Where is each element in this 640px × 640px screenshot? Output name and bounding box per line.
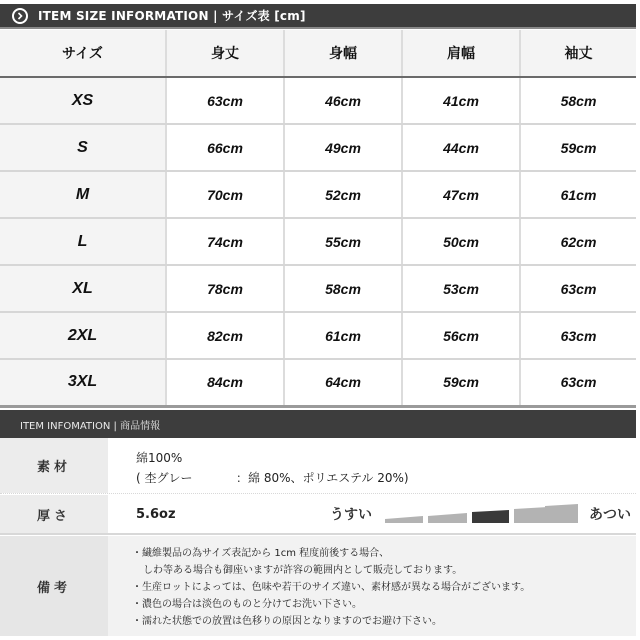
shoulder-value: 44cm xyxy=(402,124,520,171)
shoulder-value: 59cm xyxy=(402,359,520,406)
width-value: 49cm xyxy=(284,124,402,171)
note-line: ・繊維製品の為サイズ表記から 1cm 程度前後する場合、 xyxy=(132,548,390,559)
length-value: 74cm xyxy=(166,218,284,265)
width-value: 52cm xyxy=(284,171,402,218)
note-line: ・生産ロットによっては、色味や若干のサイズ違い、素材感が異なる場合がございます。 xyxy=(132,582,531,593)
sleeve-value: 63cm xyxy=(520,359,636,406)
table-row xyxy=(0,265,636,312)
length-value: 84cm xyxy=(166,359,284,406)
header-width: 身幅 xyxy=(284,30,402,77)
size-label: S xyxy=(0,124,166,171)
sleeve-value: 58cm xyxy=(520,77,636,124)
shoulder-value: 53cm xyxy=(402,265,520,312)
note-line: しわ等ある場合も御座いますが許容の範囲内として販売しております。 xyxy=(143,565,463,576)
shoulder-value: 50cm xyxy=(402,218,520,265)
sleeve-value: 63cm xyxy=(520,312,636,359)
sleeve-value: 62cm xyxy=(520,218,636,265)
table-row xyxy=(0,218,636,265)
shoulder-value: 56cm xyxy=(402,312,520,359)
thickness-bar-5 xyxy=(545,504,578,523)
thin-label: うすい xyxy=(330,507,372,523)
table-row xyxy=(0,124,636,171)
sleeve-value: 59cm xyxy=(520,124,636,171)
length-value: 66cm xyxy=(166,124,284,171)
thickness-value: 5.6oz xyxy=(136,506,176,522)
thickness-bar-2 xyxy=(428,513,467,523)
length-value: 82cm xyxy=(166,312,284,359)
table-row xyxy=(0,77,636,124)
table-row xyxy=(0,359,636,406)
length-value: 63cm xyxy=(166,77,284,124)
table-row xyxy=(0,312,636,359)
note-line: ・濃色の場合は淡色のものと分けてお洗い下さい。 xyxy=(132,599,362,610)
header-shoulder: 肩幅 xyxy=(402,30,520,77)
material-line-2 xyxy=(136,468,636,488)
chevron-right-circle-icon xyxy=(12,8,28,24)
size-table-header-row xyxy=(0,30,636,77)
size-label: L xyxy=(0,218,166,265)
header-sleeve: 袖丈 xyxy=(520,30,636,77)
item-info-title: ITEM INFOMATION | 商品情報 xyxy=(20,420,161,432)
length-value: 78cm xyxy=(166,265,284,312)
size-label: XS xyxy=(0,77,166,124)
table-row xyxy=(0,171,636,218)
thickness-bar-4 xyxy=(514,507,548,523)
width-value: 61cm xyxy=(284,312,402,359)
sleeve-value: 61cm xyxy=(520,171,636,218)
header-length: 身丈 xyxy=(166,30,284,77)
item-info-header xyxy=(0,410,636,438)
size-label: 3XL xyxy=(0,359,166,406)
width-value: 46cm xyxy=(284,77,402,124)
sleeve-value: 63cm xyxy=(520,265,636,312)
shoulder-value: 47cm xyxy=(402,171,520,218)
header-size: サイズ xyxy=(0,30,166,77)
material-color-name: ( 杢グレー xyxy=(136,471,193,485)
thickness-row xyxy=(0,495,636,535)
thickness-scale xyxy=(383,503,579,525)
thickness-label: 厚さ xyxy=(0,495,108,533)
size-label: XL xyxy=(0,265,166,312)
material-line-1: 綿100% xyxy=(136,451,183,465)
size-section-header xyxy=(0,4,636,29)
length-value: 70cm xyxy=(166,171,284,218)
thickness-value-cell xyxy=(108,495,636,533)
thickness-bar-3-selected xyxy=(472,510,509,523)
notes-row xyxy=(0,536,636,636)
thickness-bar-1 xyxy=(385,516,423,523)
width-value: 55cm xyxy=(284,218,402,265)
shoulder-value: 41cm xyxy=(402,77,520,124)
size-section-title: ITEM SIZE INFORMATION | サイズ表 [cm] xyxy=(38,9,306,23)
note-line: ・濡れた状態での放置は色移りの原因となりますのでお避け下さい。 xyxy=(132,616,442,627)
width-value: 64cm xyxy=(284,359,402,406)
notes-value xyxy=(108,536,636,636)
size-table xyxy=(0,30,636,408)
size-label: M xyxy=(0,171,166,218)
thick-label: あつい xyxy=(589,507,631,523)
material-row xyxy=(0,438,636,494)
material-composition: ：綿 80%、ポリエステル 20%) xyxy=(236,471,409,485)
width-value: 58cm xyxy=(284,265,402,312)
material-label: 素材 xyxy=(0,438,108,493)
size-label: 2XL xyxy=(0,312,166,359)
material-value xyxy=(108,438,636,493)
notes-label: 備考 xyxy=(0,536,108,636)
